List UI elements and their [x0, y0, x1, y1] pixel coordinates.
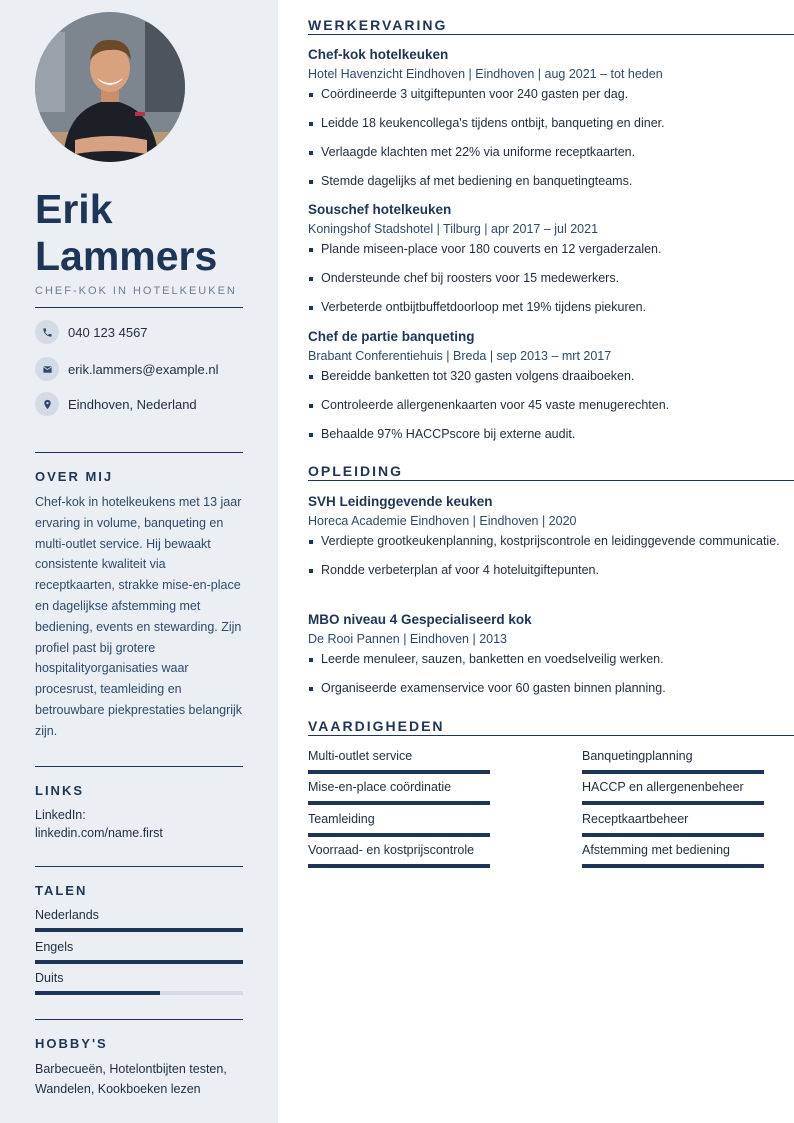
- profile-role: CHEF-KOK IN HOTELKEUKEN: [35, 285, 237, 297]
- bullet-item: Stemde dagelijks af met bediening en banquetingteams.: [308, 171, 794, 192]
- skill-item: [308, 842, 490, 868]
- language-level-fill: [35, 960, 243, 964]
- language-item: [35, 940, 243, 964]
- contact-location: [35, 392, 197, 416]
- job-meta: Brabant Conferentiehuis | Breda | sep 2013 – mrt 2017: [308, 349, 612, 363]
- skill-bar: [582, 864, 764, 868]
- education-title: MBO niveau 4 Gespecialiseerd kok: [308, 612, 532, 627]
- contact-phone: [35, 320, 148, 344]
- education-bullets: [308, 531, 794, 581]
- skill-item: [582, 811, 764, 837]
- skill-label: Teamleiding: [308, 812, 375, 826]
- about-heading: OVER MIJ: [35, 469, 114, 484]
- divider: [35, 1019, 243, 1020]
- language-level-bar: [35, 928, 243, 932]
- skill-label: Multi-outlet service: [308, 749, 413, 763]
- main-column: [308, 0, 794, 1123]
- job-meta: Hotel Havenzicht Eindhoven | Eindhoven | aug 2021 – tot heden: [308, 67, 663, 81]
- experience-heading: WERKERVARING: [308, 17, 794, 35]
- bullet-item: Controleerde allergenenkaarten voor 45 vaste menugerechten.: [308, 395, 794, 416]
- bullet-item: Verlaagde klachten met 22% via uniforme receptkaarten.: [308, 142, 794, 163]
- skill-bar: [308, 833, 490, 837]
- job-title: Chef-kok hotelkeuken: [308, 47, 449, 62]
- education-item: [308, 611, 794, 707]
- skill-item: [582, 779, 764, 805]
- language-level-bar: [35, 960, 243, 964]
- bullet-item: Verbeterde ontbijtbuffetdoorloop met 19% tijdens piekuren.: [308, 297, 794, 318]
- skill-label: HACCP en allergenenbeheer: [582, 780, 744, 794]
- language-level-fill: [35, 928, 243, 932]
- bullet-item: Leidde 18 keukencollega's tijdens ontbijt, banqueting en diner.: [308, 113, 794, 134]
- divider: [35, 866, 243, 867]
- job-bullets: [308, 239, 794, 318]
- hobbies-text: Barbecueën, Hotelontbijten testen, Wandelen, Kookboeken lezen: [35, 1062, 227, 1096]
- education-bullets: [308, 649, 794, 699]
- skill-item: [582, 748, 764, 774]
- phone-number[interactable]: 040 123 4567: [68, 324, 148, 340]
- skill-label: Banquetingplanning: [582, 749, 693, 763]
- job-title: Chef de partie banqueting: [308, 329, 475, 344]
- job-meta: Koningshof Stadshotel | Tilburg | apr 2017 – jul 2021: [308, 222, 599, 236]
- bullet-item: Leerde menuleer, sauzen, banketten en voedselveilig werken.: [308, 649, 794, 670]
- last-name: Lammers: [35, 233, 218, 279]
- location: Eindhoven, Nederland: [68, 396, 197, 412]
- skill-item: [308, 779, 490, 805]
- skill-label: Receptkaartbeheer: [582, 812, 689, 826]
- language-item: [35, 971, 243, 995]
- bullet-item: Ondersteunde chef bij roosters voor 15 medewerkers.: [308, 268, 794, 289]
- job-title: Souschef hotelkeuken: [308, 202, 452, 217]
- language-level-fill: [35, 991, 160, 995]
- skill-bar: [582, 833, 764, 837]
- divider: [35, 452, 243, 453]
- profile-photo: [35, 12, 185, 162]
- skill-item: [308, 811, 490, 837]
- phone-icon: [35, 320, 59, 344]
- skill-bar: [308, 770, 490, 774]
- linkedin-label: LinkedIn:: [35, 808, 86, 822]
- skill-bar: [582, 801, 764, 805]
- bullet-item: Coördineerde 3 uitgiftepunten voor 240 gasten per dag.: [308, 84, 794, 105]
- mail-icon: [35, 357, 59, 381]
- skill-label: Afstemming met bediening: [582, 843, 730, 857]
- skill-bar: [308, 801, 490, 805]
- contact-email: [35, 357, 218, 381]
- experience-item: [308, 201, 794, 326]
- education-title: SVH Leidinggevende keuken: [308, 494, 493, 509]
- education-heading: OPLEIDING: [308, 463, 794, 481]
- first-name: Erik: [35, 186, 113, 232]
- language-level-bar: [35, 991, 243, 995]
- language-name: Duits: [35, 971, 64, 985]
- bullet-item: Rondde verbeterplan af voor 4 hoteluitgiftepunten.: [308, 560, 794, 581]
- skill-bar: [582, 770, 764, 774]
- divider: [35, 766, 243, 767]
- language-name: Nederlands: [35, 908, 99, 922]
- divider: [35, 307, 243, 308]
- language-item: [35, 908, 243, 932]
- profile-name: [35, 186, 217, 280]
- links-block: [35, 806, 243, 842]
- job-bullets: [308, 84, 794, 192]
- bullet-item: Verdiepte grootkeukenplanning, kostprijscontrole en leidinggevende communicatie.: [308, 531, 794, 552]
- education-meta: Horeca Academie Eindhoven | Eindhoven | 2020: [308, 514, 577, 528]
- linkedin-link[interactable]: linkedin.com/name.first: [35, 826, 163, 840]
- email-address[interactable]: erik.lammers@example.nl: [68, 361, 219, 377]
- experience-item: [308, 328, 794, 453]
- skill-label: Voorraad- en kostprijscontrole: [308, 843, 475, 857]
- skills-heading: VAARDIGHEDEN: [308, 718, 794, 736]
- language-name: Engels: [35, 940, 74, 954]
- hobbies-heading: HOBBY'S: [35, 1036, 108, 1051]
- bullet-item: Plande miseen-place voor 180 couverts en 12 vergaderzalen.: [308, 239, 794, 260]
- location-pin-icon: [35, 392, 59, 416]
- bullet-item: Bereidde banketten tot 320 gasten volgens draaiboeken.: [308, 366, 794, 387]
- skill-item: [582, 842, 764, 868]
- bullet-item: Organiseerde examenservice voor 60 gasten binnen planning.: [308, 678, 794, 699]
- bullet-item: Behaalde 97% HACCPscore bij externe audit.: [308, 424, 794, 445]
- languages-heading: TALEN: [35, 883, 88, 898]
- about-text: Chef-kok in hotelkeukens met 13 jaar ervaring in volume, banqueting en multi-outlet service. Hij bewaakt consistente kwaliteit via receptkaarten, strakke mise-en-place en dagelijkse afstemming met bediening, events en stewarding. Zijn profiel past bij grotere hospitalityorganisaties waar procesrust, teamleiding en betrouwbare piekprestaties belangrijk zijn.: [35, 495, 243, 738]
- links-heading: LINKS: [35, 783, 84, 798]
- education-meta: De Rooi Pannen | Eindhoven | 2013: [308, 632, 507, 646]
- skill-item: [308, 748, 490, 774]
- job-bullets: [308, 366, 794, 445]
- experience-item: [308, 46, 794, 200]
- skill-label: Mise-en-place coördinatie: [308, 780, 452, 794]
- education-item: [308, 493, 794, 589]
- skill-bar: [308, 864, 490, 868]
